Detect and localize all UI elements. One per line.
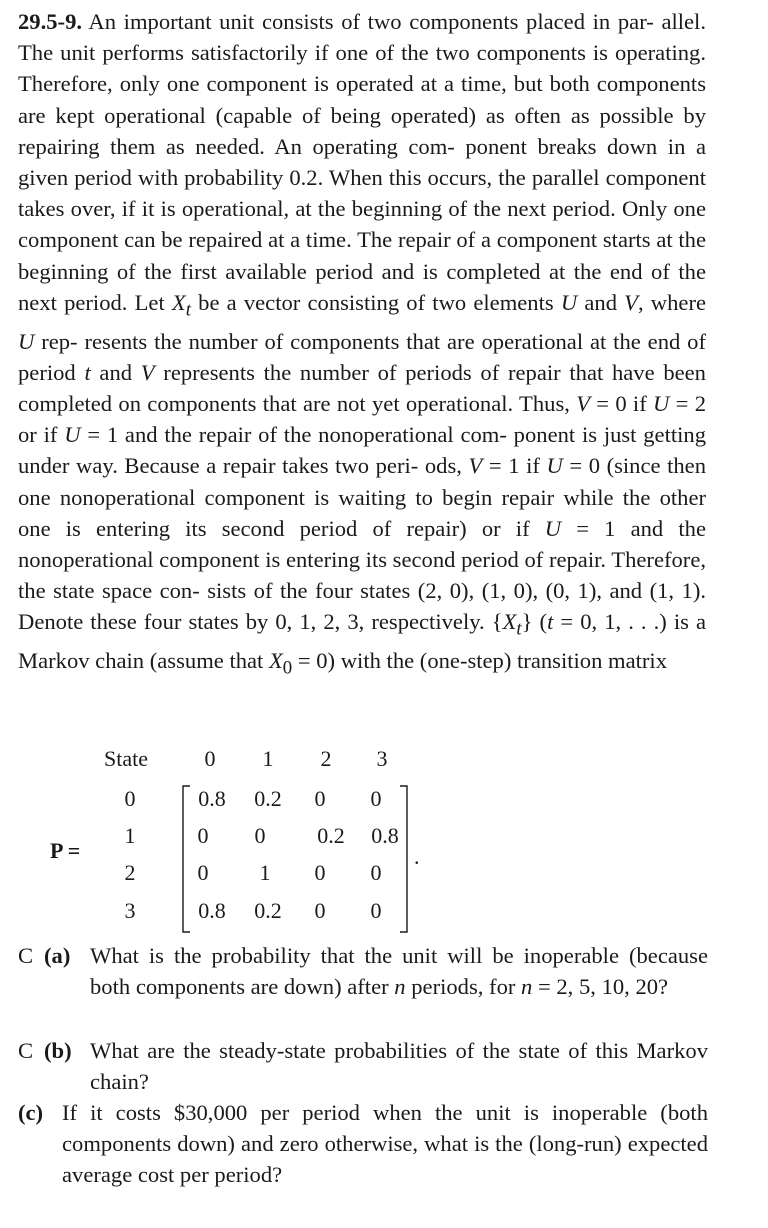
- column-header: 3: [376, 746, 388, 771]
- question-b: [18, 1035, 708, 1099]
- question-text: If it costs $30,000 per period when the unit is inoperable (both components down) and zero otherwise, what is the (long-run) expected average cost per period?: [62, 1100, 708, 1188]
- matrix-cell: 0: [314, 898, 326, 923]
- column-header: 1: [262, 746, 274, 771]
- matrix-cell: 0: [370, 898, 382, 923]
- row-header: 0: [124, 786, 136, 811]
- row-header: 3: [124, 898, 136, 923]
- state-header: State: [104, 746, 148, 771]
- matrix-cell: 0.2: [317, 823, 345, 848]
- matrix-cell: 0: [370, 786, 382, 811]
- matrix-label: P =: [50, 838, 81, 863]
- column-header: 2: [320, 746, 332, 771]
- computer-mark: C: [18, 1038, 34, 1063]
- matrix-cell: 0.2: [254, 786, 282, 811]
- matrix-cell: 0.2: [254, 898, 282, 923]
- transition-matrix: [0, 740, 768, 930]
- matrix-cell: 0.8: [371, 823, 399, 848]
- matrix-cell: 0: [197, 823, 209, 848]
- matrix-period: .: [414, 844, 420, 869]
- row-header: 1: [124, 823, 136, 848]
- matrix-cell: 0: [314, 786, 326, 811]
- computer-mark: C: [18, 943, 34, 968]
- matrix-cell: 0: [314, 860, 326, 885]
- matrix-cell: 0.8: [198, 786, 226, 811]
- question-a: [18, 940, 708, 1004]
- matrix-cell: 0.8: [198, 898, 226, 923]
- question-label: (c): [18, 1100, 44, 1125]
- matrix-cell: 1: [259, 860, 271, 885]
- question-text: What is the probability that the unit will be inoperable (because both components are down) after n periods, for n = 2, 5, 10, 20?: [90, 943, 708, 1000]
- row-header: 2: [124, 860, 136, 885]
- problem-text: An important unit consists of two components placed in par- allel. The unit performs satisfactorily if one of the two components is operating. Therefore, only one component is operated at a time, but both components are kept operational (capable of being operated) as often as possible by repairing them as needed. An operating com- ponent breaks down in a given period with probability 0.2. When this occurs, the parallel component takes over, if it is operational, at the beginning of the next period. Only one component can be repaired at a time. The repair of a component starts at the beginning of the first available period and is completed at the end of the next period. Let $X_t$ be a vector consisting of two elements U and V, where U rep- resents the number of components that are operational at the end of period t and V represents the number of periods of repair that have been completed on components that are not yet operational. Thus, V = 0 if U = 2 or if U = 1 and the repair of the nonoperational com- ponent is just getting under way. Because a repair takes two peri- ods, V = 1 if U = 0 (since then one nonoperational component is waiting to begin repair while the other one is entering its second period of repair) or if U = 1 and the nonoperational component is entering its second period of repair. Therefore, the state space con- sists of the four states (2, 0), (1, 0), (0, 1), and (1, 1). Denote these four states by 0, 1, 2, 3, respectively. $\{X_t\} (t = 0$, 1, . . .) is a Markov chain (assume that $X_0 = 0$) with the (one-step) transition matrix: [18, 9, 707, 679]
- question-c: [18, 1097, 708, 1193]
- problem-number: 29.5-9.: [18, 9, 83, 34]
- matrix-cell: 0: [197, 860, 209, 885]
- matrix-cell: 0: [370, 860, 382, 885]
- question-text: What are the steady-state probabilities of the state of this Markov chain?: [90, 1038, 708, 1095]
- question-label: (b): [44, 1038, 72, 1063]
- matrix-cell: 0: [254, 823, 266, 848]
- question-label: (a): [44, 943, 71, 968]
- column-header: 0: [204, 746, 216, 771]
- problem-statement: [18, 6, 706, 684]
